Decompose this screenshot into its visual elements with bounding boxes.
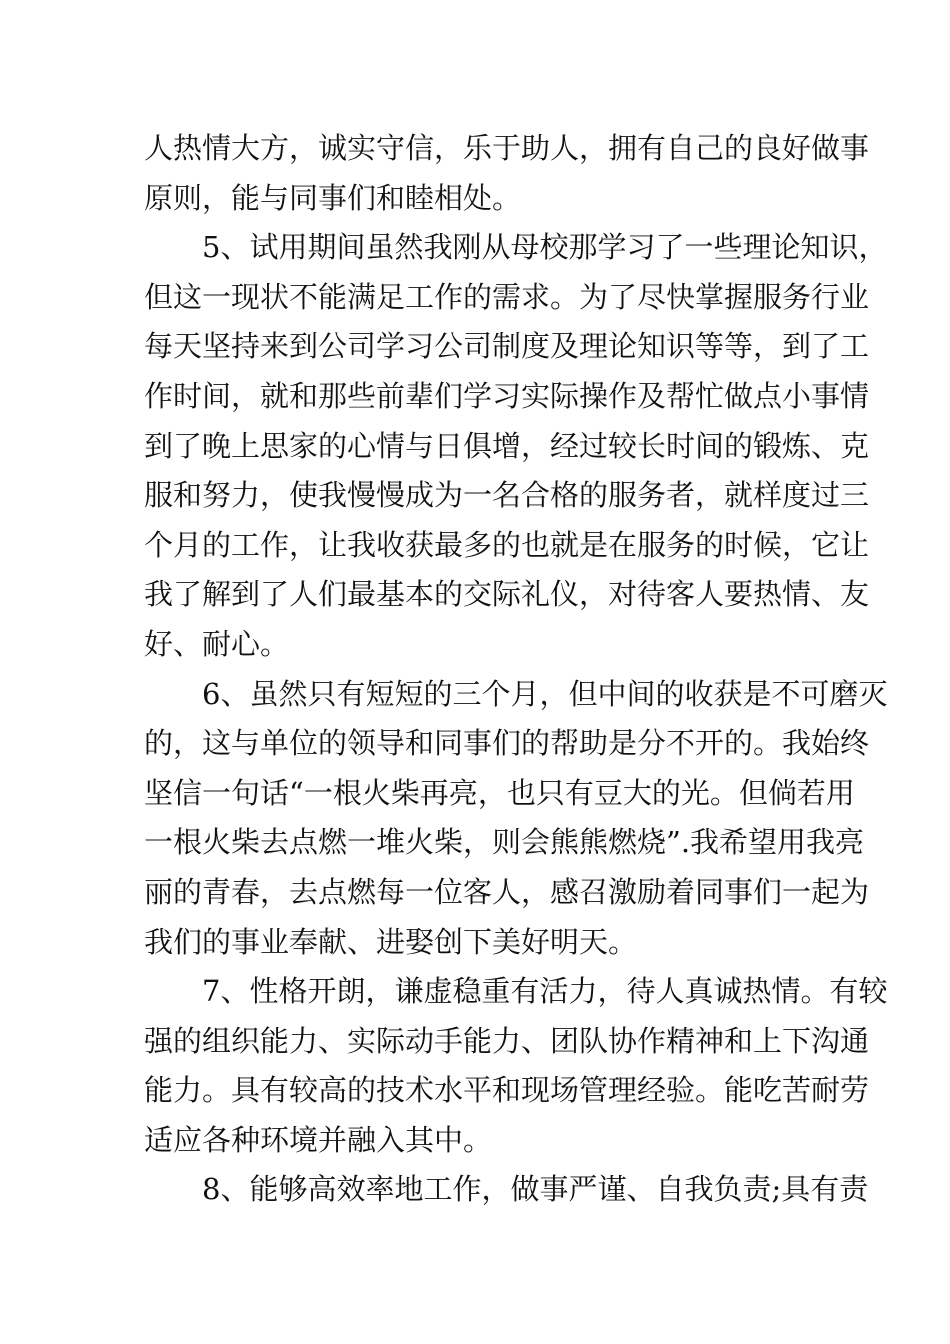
text-line: 但这一现状不能满足工作的需求。为了尽快掌握服务行业 (144, 279, 870, 314)
text-line: 强的组织能力、实际动手能力、团队协作精神和上下沟通 (144, 1023, 870, 1058)
text-line: 好、耐心。 (144, 626, 290, 661)
text-line: 个月的工作，让我收获最多的也就是在服务的时候，它让 (144, 527, 870, 562)
text-line: 服和努力，使我慢慢成为一名合格的服务者，就样度过三 (144, 478, 870, 513)
text-line: 我们的事业奉献、进娶创下美好明天。 (144, 924, 638, 959)
paragraph-5-start: 5、试用期间虽然我刚从母校那学习了一些理论知识， (202, 230, 888, 265)
body-text (144, 124, 888, 1215)
text-line: 的，这与单位的领导和同事们的帮助是分不开的。我始终 (144, 726, 870, 761)
text-line: 能力。具有较高的技术水平和现场管理经验。能吃苦耐劳 (144, 1073, 870, 1108)
text-line: 作时间，就和那些前辈们学习实际操作及帮忙做点小事情 (144, 378, 870, 413)
text-line: 到了晚上思家的心情与日俱增，经过较长时间的锻炼、克 (144, 428, 870, 463)
paragraph-8-start: 8、能够高效率地工作，做事严谨、自我负责;具有责 (202, 1172, 869, 1207)
paragraph-6-start: 6、虽然只有短短的三个月，但中间的收获是不可磨灭 (202, 676, 888, 711)
text-line: 丽的青春，去点燃每一位客人，感召激励着同事们一起为 (144, 874, 870, 909)
text-line: 人热情大方，诚实守信，乐于助人，拥有自己的良好做事 (144, 131, 870, 165)
text-line: 一根火柴去点燃一堆火柴，则会熊熊燃烧”.我希望用我亮 (144, 825, 865, 860)
paragraph-7-start: 7、性格开朗，谦虚稳重有活力，待人真诚热情。有较 (202, 974, 888, 1009)
text-line: 每天坚持来到公司学习公司制度及理论知识等等，到了工 (144, 329, 870, 364)
text-line: 我了解到了人们最基本的交际礼仪，对待客人要热情、友 (144, 577, 870, 612)
text-line: 原则，能与同事们和睦相处。 (144, 180, 522, 215)
text-line: 适应各种环境并融入其中。 (144, 1122, 493, 1157)
text-line: 坚信一句话“一根火柴再亮，也只有豆大的光。但倘若用 (144, 775, 855, 810)
